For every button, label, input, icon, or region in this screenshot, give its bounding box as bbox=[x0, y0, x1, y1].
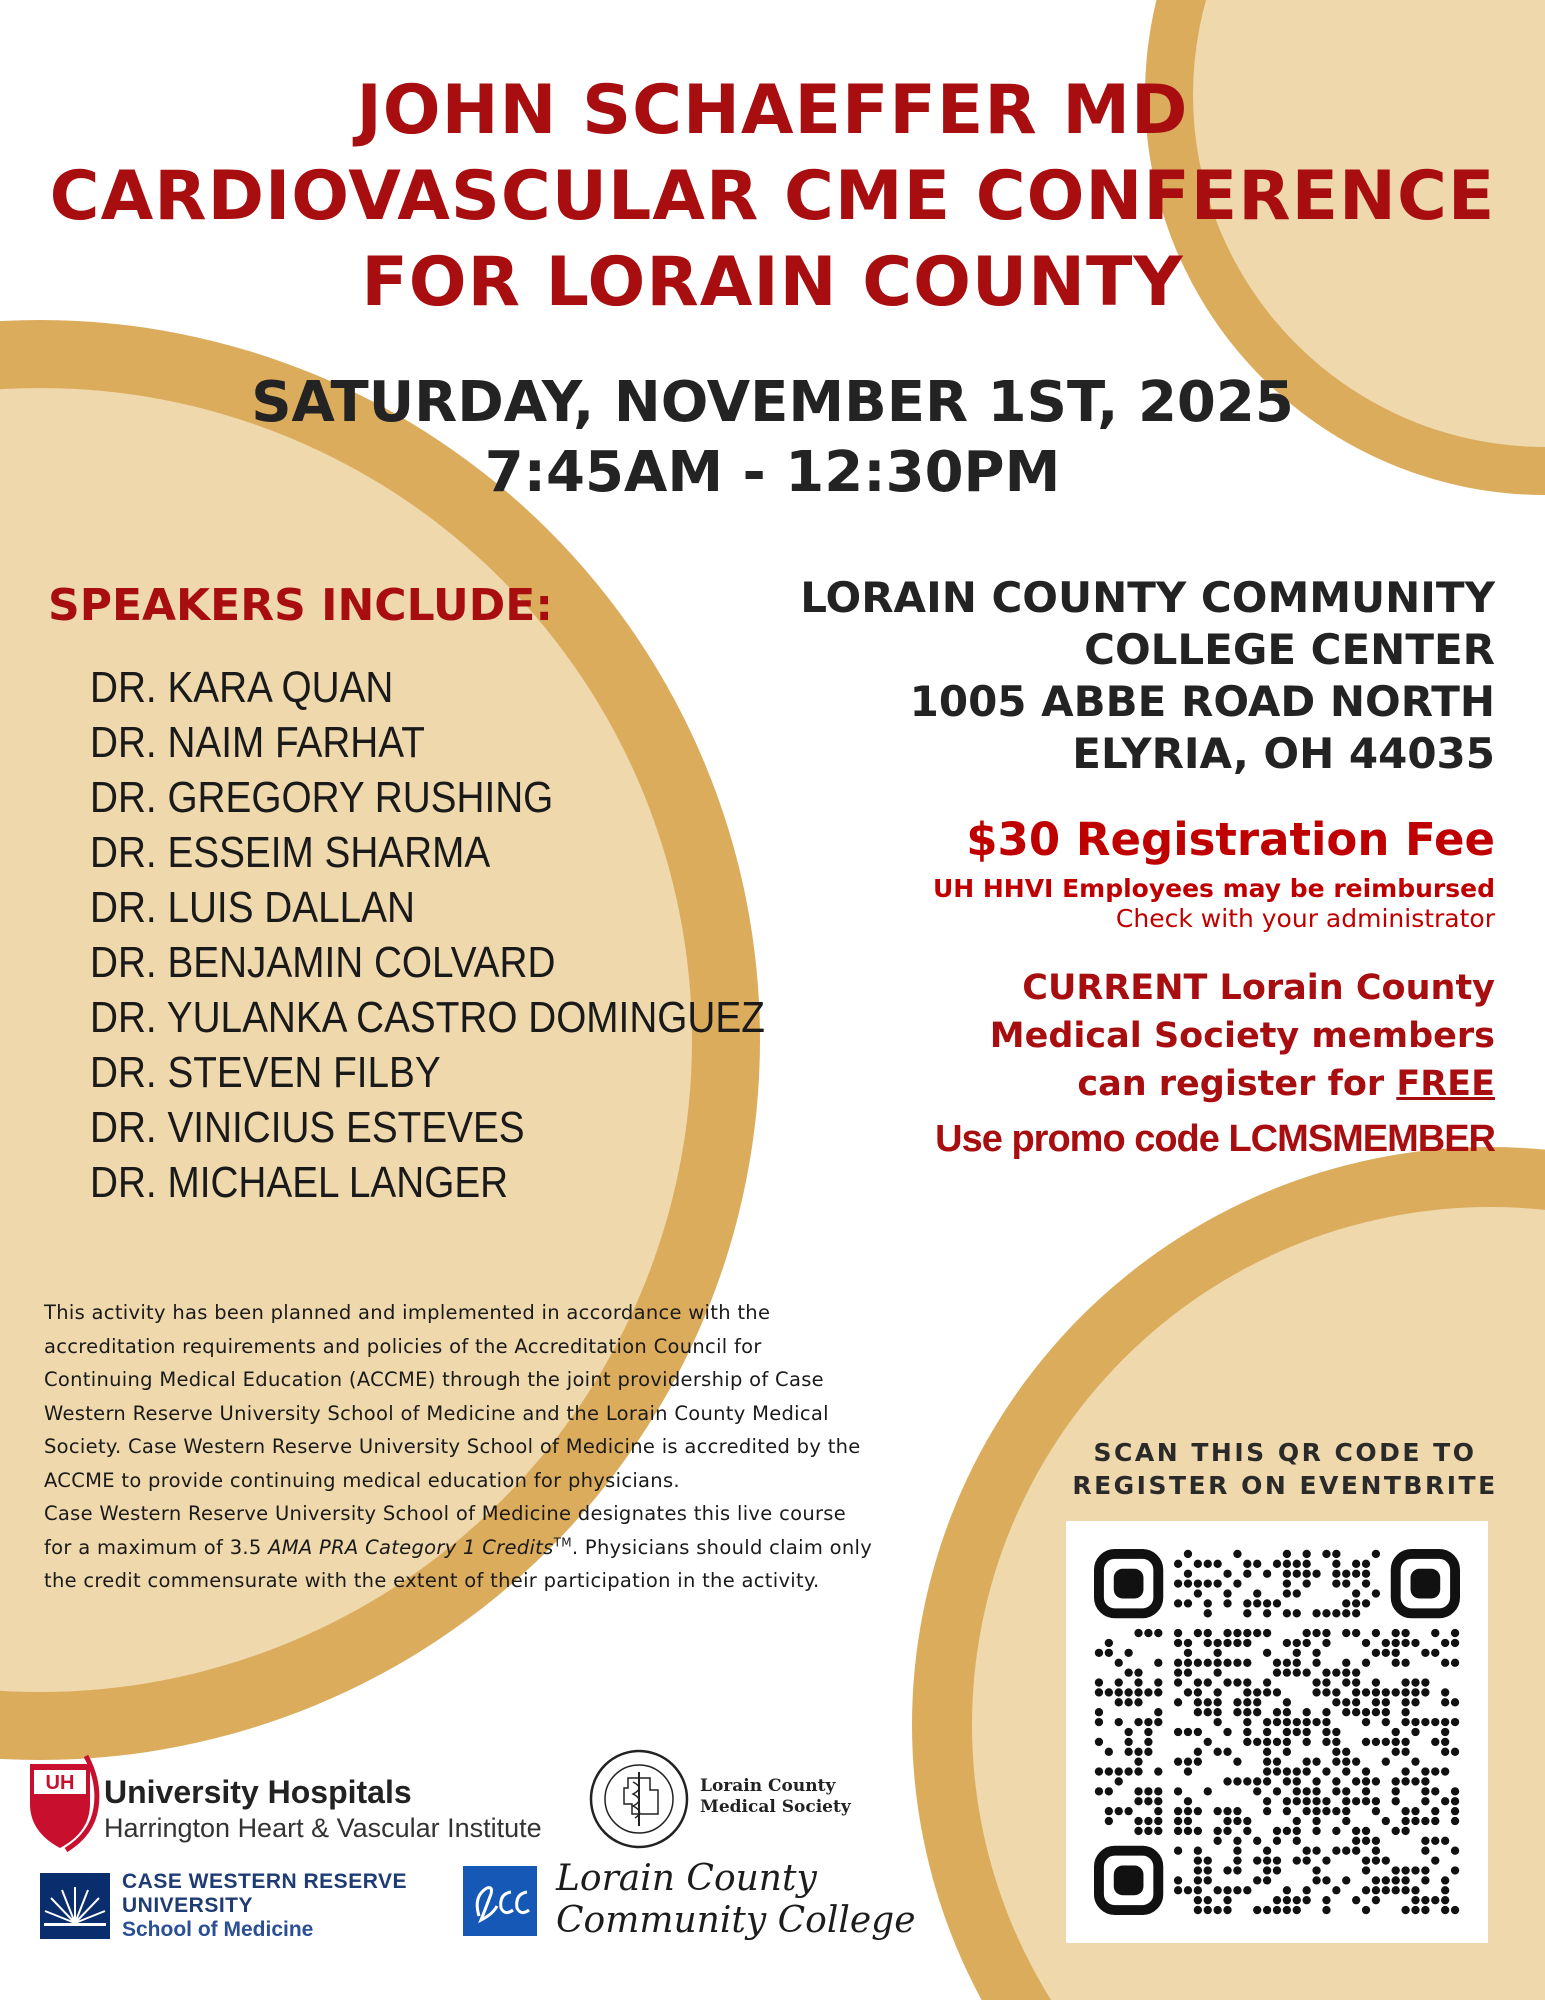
lccc-name bbox=[556, 1858, 916, 1942]
uh-mark: UH bbox=[45, 1772, 75, 1794]
lccc-line: Community College bbox=[556, 1900, 916, 1941]
venue-line: COLLEGE CENTER bbox=[1084, 625, 1495, 674]
qr-code-panel[interactable] bbox=[1066, 1521, 1488, 1943]
credit-text: . Physicians should claim only the credit commensurate with the extent of their participation in the activity. bbox=[44, 1535, 873, 1592]
speaker-name: DR. YULANKA CASTRO DOMINGUEZ bbox=[90, 993, 765, 1042]
lcms-line: Lorain County bbox=[700, 1776, 836, 1796]
speaker-name: DR. STEVEN FILBY bbox=[90, 1048, 441, 1097]
speaker-name: DR. ESSEIM SHARMA bbox=[90, 828, 491, 877]
accreditation-paragraph: This activity has been planned and implemented in accordance with the accreditation requirements and policies of the Accreditation Council for Continuing Medical Education (ACCME) through the joint providership of Case Western Reserve University School of Medicine and the Lorain County Medical Society. Case Western Reserve University School of Medicine is accredited by the ACCME to provide continuing medical education for physicians. bbox=[44, 1301, 861, 1492]
lcms-seal-icon bbox=[588, 1748, 690, 1850]
qr-caption bbox=[1040, 1436, 1530, 1502]
cwru-line: School of Medicine bbox=[122, 1918, 314, 1941]
lccc-monogram-icon bbox=[463, 1866, 537, 1936]
speakers-heading: SPEAKERS INCLUDE: bbox=[48, 580, 553, 631]
speaker-name: DR. GREGORY RUSHING bbox=[90, 773, 554, 822]
cwru-name bbox=[122, 1870, 407, 1942]
conference-title bbox=[40, 68, 1505, 326]
credit-category: AMA PRA Category 1 Credits bbox=[268, 1535, 554, 1559]
title-line: CARDIOVASCULAR CME CONFERENCE bbox=[49, 157, 1496, 236]
cwru-line: CASE WESTERN RESERVE bbox=[122, 1870, 407, 1893]
credit-designation bbox=[44, 1497, 874, 1598]
uh-shield-icon bbox=[26, 1752, 102, 1852]
speaker-name: DR. KARA QUAN bbox=[90, 663, 394, 712]
credit-text: Case Western Reserve University School of Medicine designates this live course for a maximum of 3.5 bbox=[44, 1502, 847, 1559]
event-time: 7:45AM - 12:30PM bbox=[484, 440, 1061, 505]
qr-code-icon[interactable] bbox=[1094, 1549, 1460, 1915]
trademark: TM bbox=[553, 1535, 572, 1549]
title-line: JOHN SCHAEFFER MD bbox=[356, 71, 1189, 150]
speaker-name: DR. BENJAMIN COLVARD bbox=[90, 938, 556, 987]
venue-line: 1005 ABBE ROAD NORTH bbox=[909, 677, 1495, 726]
event-date: SATURDAY, NOVEMBER 1ST, 2025 bbox=[251, 370, 1294, 435]
event-datetime bbox=[40, 368, 1505, 508]
accreditation-statement bbox=[44, 1296, 874, 1598]
uh-institute: Harrington Heart & Vascular Institute bbox=[104, 1813, 542, 1843]
member-line: CURRENT Lorain County bbox=[1022, 968, 1495, 1008]
member-line-prefix: can register for bbox=[1077, 1064, 1397, 1104]
qr-caption-line: SCAN THIS QR CODE TO bbox=[1093, 1438, 1477, 1467]
speakers-list bbox=[90, 660, 765, 1210]
free-label: FREE bbox=[1396, 1064, 1495, 1104]
member-offer bbox=[990, 964, 1495, 1108]
registration-fee: $30 Registration Fee bbox=[966, 813, 1495, 866]
speaker-name: DR. VINICIUS ESTEVES bbox=[90, 1103, 525, 1152]
member-line bbox=[990, 1060, 1495, 1108]
reimbursement-note: UH HHVI Employees may be reimbursed bbox=[932, 874, 1495, 903]
cwru-line: UNIVERSITY bbox=[122, 1894, 254, 1917]
uh-name: University Hospitals bbox=[104, 1774, 412, 1810]
promo-code: Use promo code LCMSMEMBER bbox=[935, 1118, 1495, 1160]
lccc-line: Lorain County bbox=[556, 1858, 817, 1899]
speaker-name: DR. LUIS DALLAN bbox=[90, 883, 415, 932]
speaker-name: DR. NAIM FARHAT bbox=[90, 718, 425, 767]
qr-caption-line: REGISTER ON EVENTBRITE bbox=[1072, 1471, 1498, 1500]
venue-address bbox=[800, 572, 1495, 780]
lcms-line: Medical Society bbox=[700, 1797, 851, 1817]
member-line: Medical Society members bbox=[989, 1016, 1495, 1056]
administrator-note: Check with your administrator bbox=[1115, 904, 1495, 933]
speaker-name: DR. MICHAEL LANGER bbox=[90, 1158, 509, 1207]
title-line: FOR LORAIN COUNTY bbox=[361, 243, 1184, 322]
cwru-sunburst-icon bbox=[40, 1873, 110, 1939]
venue-line: LORAIN COUNTY COMMUNITY bbox=[800, 573, 1495, 622]
venue-line: ELYRIA, OH 44035 bbox=[1072, 729, 1495, 778]
lcms-name bbox=[700, 1776, 851, 1818]
